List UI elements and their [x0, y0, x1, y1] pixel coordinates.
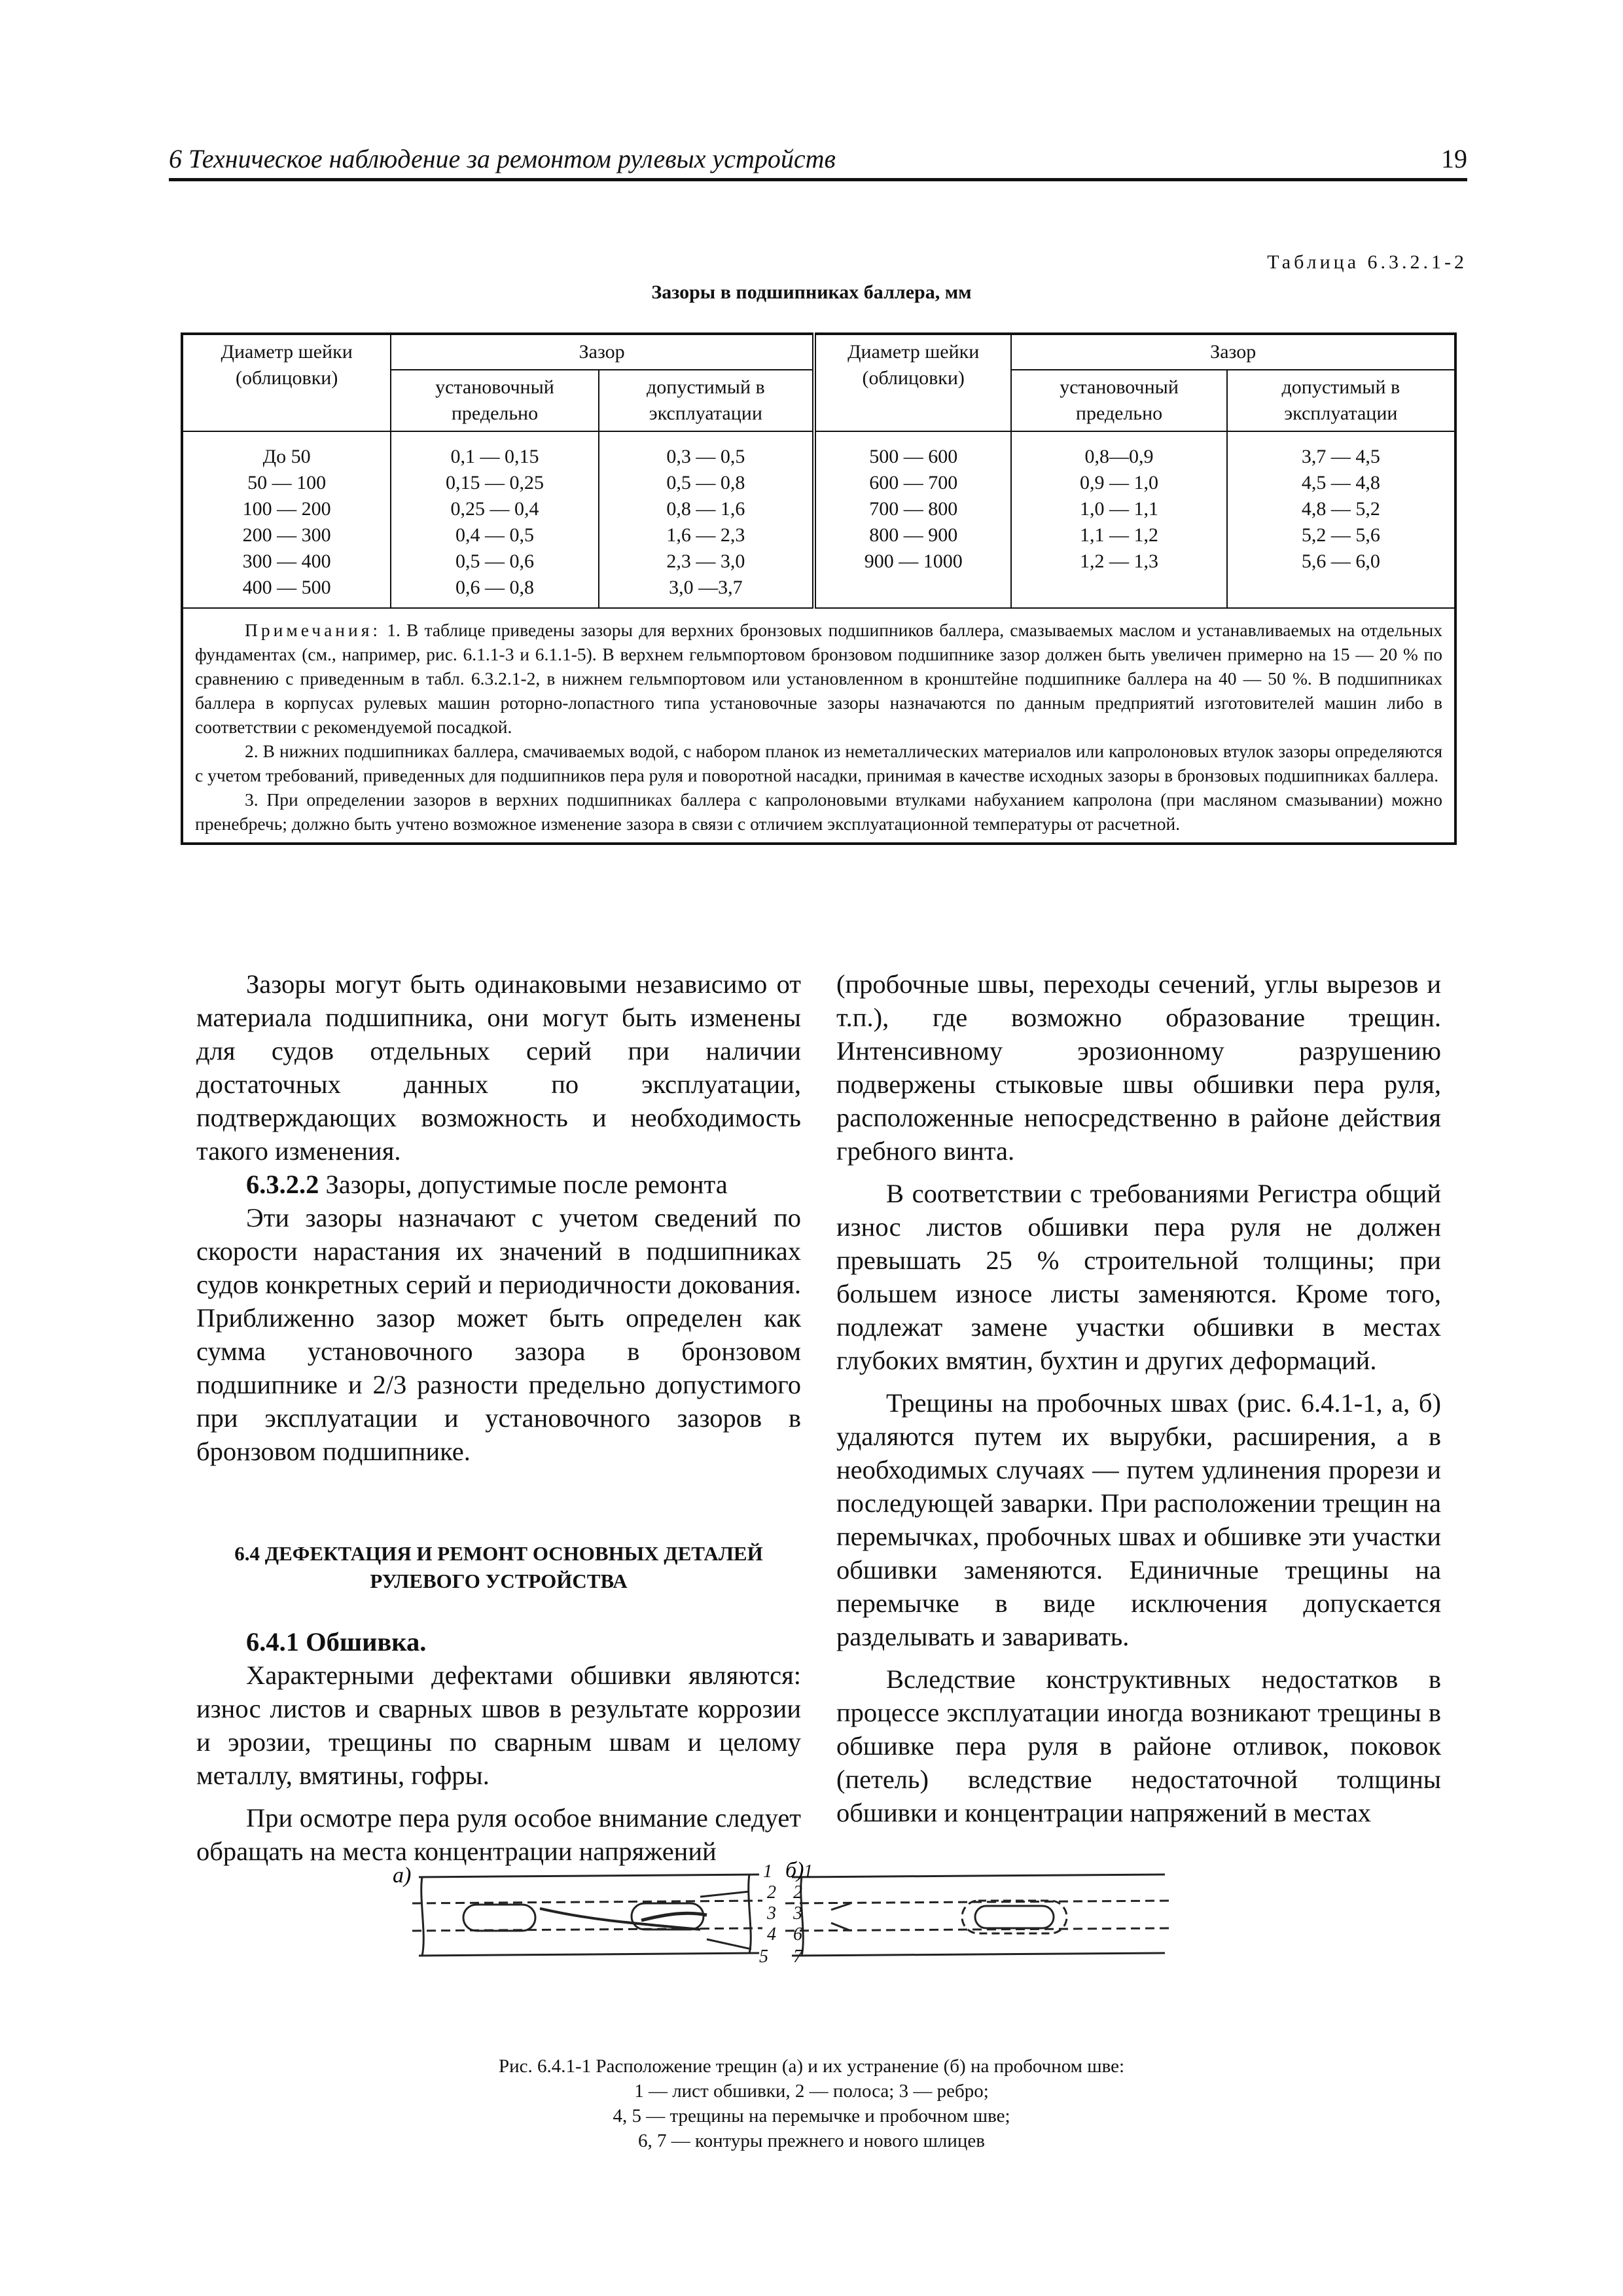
figure-number-b: 1 — [804, 1861, 813, 1882]
table-cell: 0,5 — 0,6 — [455, 550, 534, 572]
table-cell: 200 — 300 — [242, 524, 331, 546]
table-cell: 1,2 — 1,3 — [1080, 550, 1159, 572]
caption-line: 6, 7 — контуры прежнего и нового шлицев — [637, 2130, 985, 2151]
cell-diameters-right — [814, 431, 1011, 608]
figure-number-b: 7 — [793, 1946, 802, 1967]
section-heading: 6.4 ДЕФЕКТАЦИЯ И РЕМОНТ ОСНОВНЫХ ДЕТАЛЕЙ РУЛЕВОГО УСТРОЙСТВА — [234, 1542, 763, 1592]
table-cell: 100 — 200 — [242, 498, 331, 520]
paragraph: Эти зазоры назначают с учетом сведений по скорости нарастания их значений в подшипниках судов конкретных серий и периодичности докования. Приближенно зазор может быть определен как сумма установочного зазора в бронзовом подшипнике и 2/3 разности предельно допустимого при эксплуатации и установочного зазоров в бронзовом подшипнике. — [196, 1203, 801, 1466]
table-cell: До 50 — [262, 446, 311, 467]
th-gap-left: Зазор — [391, 334, 814, 370]
caption-line: Рис. 6.4.1-1 Расположение трещин (а) и их устранение (б) на пробочном шве: — [498, 2056, 1125, 2077]
th-operation-left: допустимый в эксплуатации — [599, 370, 814, 431]
table-cell: 5,6 — 6,0 — [1301, 550, 1380, 572]
figure-number-a: 2 — [767, 1882, 776, 1903]
caption-line: 4, 5 — трещины на перемычке и пробочном шве; — [613, 2106, 1010, 2126]
table-cell: 900 — 1000 — [864, 550, 963, 572]
paragraph: (пробочные швы, переходы сечений, углы вырезов и т.п.), где возможно образование трещин. Интенсивному эрозионному разрушению подвержены стыковые швы обшивки пера руля, расположенные непосредственно в районе действия гребного винта. — [836, 969, 1441, 1166]
table-notes-row — [182, 608, 1455, 844]
table-cell: 700 — 800 — [869, 498, 958, 520]
table-header-row — [182, 334, 1455, 370]
cell-operation-right — [1227, 431, 1455, 608]
gaps-table — [181, 332, 1457, 845]
plug-weld-figure — [393, 1857, 1191, 2021]
page-number: 19 — [1441, 144, 1467, 173]
th-install-left: установочный предельно — [391, 370, 598, 431]
figure-number-b: 6 — [793, 1924, 802, 1945]
table-cell: 0,5 — 0,8 — [666, 472, 745, 493]
table-cell: 0,15 — 0,25 — [445, 472, 544, 493]
caption-line: 1 — лист обшивки, 2 — полоса; 3 — ребро; — [634, 2081, 989, 2102]
table-cell: 0,25 — 0,4 — [450, 498, 539, 520]
table-cell: 0,9 — 1,0 — [1080, 472, 1159, 493]
figure-number-a: 5 — [759, 1946, 768, 1967]
figure-number-a: 1 — [763, 1861, 772, 1882]
page-header — [169, 139, 1467, 181]
note-2: 2. В нижних подшипниках баллера, смачиваемых водой, с набором планок из неметаллических материалов или капролоновых втулок зазоры определяются с учетом требований, приведенных для подшипников пера руля и поворотной насадки, принимая в качестве исходных зазоры в бронзовых подшипниках баллера. — [195, 741, 1442, 785]
table-cell: 300 — 400 — [242, 550, 331, 572]
table-data-row — [182, 431, 1455, 608]
paragraph: Зазоры могут быть одинаковыми независимо от материала подшипника, они могут быть изменены для судов отдельных серий при наличии достаточных данных по эксплуатации, подтверждающих возможность и необходимость такого изменения. — [196, 969, 801, 1166]
table-cell: 50 — 100 — [247, 472, 327, 493]
table-cell: 800 — 900 — [869, 524, 958, 546]
th-gap-right: Зазор — [1011, 334, 1455, 370]
table-notes — [182, 608, 1455, 844]
table-cell: 1,0 — 1,1 — [1080, 498, 1159, 520]
figure-number-a: 3 — [767, 1903, 776, 1924]
note-3: 3. При определении зазоров в верхних подшипниках баллера с капролоновыми втулками набуханием капролона (при масляном смазывании) можно пренебречь; должно быть учтено возможное изменение зазора в связи с отличием эксплуатационной температуры от расчетной. — [195, 789, 1442, 834]
table-cell: 3,7 — 4,5 — [1301, 446, 1380, 467]
table-cell: 0,3 — 0,5 — [666, 446, 745, 467]
subsection-number: 6.3.2.2 — [246, 1170, 319, 1199]
paragraph: При осмотре пера руля особое внимание следует обращать на места концентрации напряжений — [196, 1803, 801, 1866]
table-cell: 3,0 —3,7 — [669, 577, 743, 598]
figure-caption — [0, 2054, 1623, 2153]
figure-a-sketch — [412, 1874, 762, 1956]
th-install-right: установочный предельно — [1011, 370, 1226, 431]
table-number: Таблица 6.3.2.1-2 — [1267, 251, 1467, 273]
left-column — [196, 967, 801, 1868]
figure-label-a: а) — [393, 1863, 412, 1888]
table-cell: 500 — 600 — [869, 446, 958, 467]
note-1: 1. В таблице приведены зазоры для верхних бронзовых подшипников баллера, смазываемых маслом и устанавливаемых на отдельных фундаментах (см., например, рис. 6.1.1-3 и 6.1.1-5). В верхнем гельмпортовом бронзовом подшипнике зазор должен быть увеличен примерно на 15 — 20 % по сравнению с приведенным в табл. 6.3.2.1-2, в нижнем гельмпортовом или установленном в кронштейне подшипнике баллера на 40 — 50 %. В подшипниках баллера в корпусах рулевых машин роторно-лопастного типа установочные зазоры назначаются по данным предприятий изготовителей машин либо в соответствии с рекомендуемой посадкой. — [195, 620, 1442, 737]
paragraph: Трещины на пробочных швах (рис. 6.4.1-1, а, б) удаляются путем их вырубки, расширения, а в необходимых случаях — путем удлинения прорези и последующей заварки. При расположении трещин на перемычках, пробочных швах и обшивке эти участки обшивки заменяются. Единичные трещины на перемычке в виде исключения допускается разделывать и заваривать. — [836, 1388, 1441, 1651]
subsection-heading: 6.4.1 Обшивка. — [246, 1627, 427, 1657]
table-cell: 0,6 — 0,8 — [455, 577, 534, 598]
figure-number-b: 3 — [793, 1903, 802, 1924]
table-cell: 4,8 — 5,2 — [1301, 498, 1380, 520]
table-cell: 0,1 — 0,15 — [450, 446, 539, 467]
table-cell: 4,5 — 4,8 — [1301, 472, 1380, 493]
cell-operation-left — [599, 431, 814, 608]
table-cell: 2,3 — 3,0 — [666, 550, 745, 572]
table-cell: 600 — 700 — [869, 472, 958, 493]
table-cell: 0,4 — 0,5 — [455, 524, 534, 546]
figure-b-sketch — [785, 1874, 1171, 1956]
notes-label: Примечания: — [245, 620, 382, 640]
paragraph: Вследствие конструктивных недостатков в процессе эксплуатации иногда возникают трещины в обшивке пера руля в районе отливок, поковок (петель) вследствие недостаточной толщины обшивки и концентрации напряжений в местах — [836, 1664, 1441, 1827]
table-cell: 1,1 — 1,2 — [1080, 524, 1159, 546]
th-diameter-left: Диаметр шейки (облицовки) — [182, 334, 391, 431]
figure-number-b: 2 — [793, 1882, 802, 1903]
subsection-title: Зазоры, допустимые после ремонта — [319, 1170, 728, 1199]
table-cell: 0,8—0,9 — [1084, 446, 1154, 467]
th-operation-right: допустимый в эксплуатации — [1227, 370, 1455, 431]
figure-label-b: б) — [785, 1858, 804, 1882]
right-column — [836, 967, 1441, 1829]
figure-number-a: 4 — [767, 1924, 776, 1945]
table-title: Зазоры в подшипниках баллера, мм — [651, 281, 972, 303]
running-title: 6 Техническое наблюдение за ремонтом рулевых устройств — [169, 144, 836, 173]
cell-install-right — [1011, 431, 1226, 608]
paragraph: В соответствии с требованиями Регистра общий износ листов обшивки пера руля не должен превышать 25 % строительной толщины; при большем износе листы заменяются. Кроме того, подлежат замене участки обшивки в местах глубоких вмятин, бухтин и других деформаций. — [836, 1179, 1441, 1375]
cell-diameters-left — [182, 431, 391, 608]
paragraph: Характерными дефектами обшивки являются: износ листов и сварных швов в результате коррозии и эрозии, трещины по сварным швам и целому металлу, вмятины, гофры. — [196, 1660, 801, 1790]
table-cell: 0,8 — 1,6 — [666, 498, 745, 520]
th-diameter-right: Диаметр шейки (облицовки) — [814, 334, 1011, 431]
cell-install-left — [391, 431, 598, 608]
table-cell: 1,6 — 2,3 — [666, 524, 745, 546]
table-cell: 5,2 — 5,6 — [1301, 524, 1380, 546]
table-cell: 400 — 500 — [242, 577, 331, 598]
